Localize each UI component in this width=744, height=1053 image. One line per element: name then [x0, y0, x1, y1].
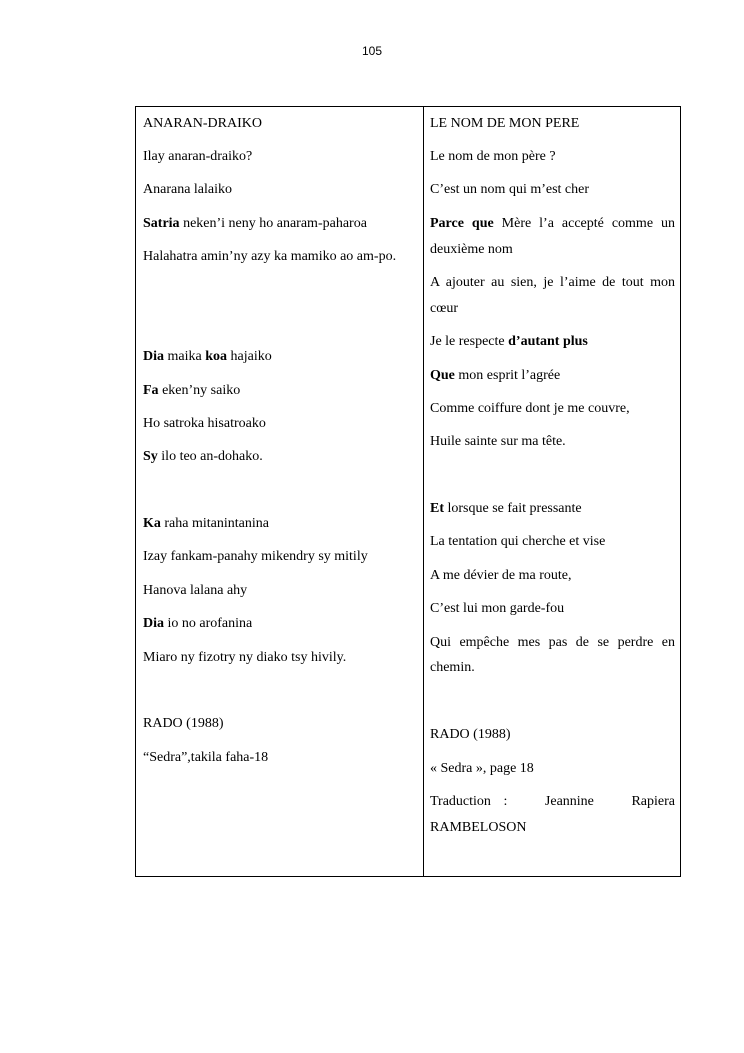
poem-line: Anarana lalaiko [143, 182, 233, 197]
source-author: RADO (1988) [143, 716, 224, 731]
source-title: « Sedra », page 18 [430, 761, 534, 776]
poem-line: cœur [430, 301, 458, 316]
poem-line: Ho satroka hisatroako [143, 416, 266, 431]
translator-name: RAMBELOSON [430, 820, 527, 835]
poem-line: Je le respecte d’autant plus [430, 334, 588, 349]
poem-line: Izay fankam-panahy mikendry sy mitily [143, 549, 368, 564]
poem-line: Dia maika koa hajaiko [143, 349, 272, 364]
column-divider [423, 107, 424, 876]
source-title: “Sedra”,takila faha-18 [143, 750, 269, 765]
poem-line: La tentation qui cherche et vise [430, 534, 606, 549]
poem-title-french: LE NOM DE MON PERE [430, 116, 580, 131]
poem-line: Et lorsque se fait pressante [430, 501, 582, 516]
poem-line: Miaro ny fizotry ny diako tsy hivily. [143, 650, 347, 665]
poem-line: Hanova lalana ahy [143, 583, 248, 598]
poem-line: A me dévier de ma route, [430, 568, 572, 583]
poem-line: Huile sainte sur ma tête. [430, 434, 566, 449]
poem-line: Sy ilo teo an-dohako. [143, 449, 263, 464]
poem-table [135, 106, 681, 877]
poem-line: deuxième nom [430, 242, 513, 257]
poem-line: Dia io no arofanina [143, 616, 253, 631]
poem-line: Fa eken’ny saiko [143, 383, 241, 398]
poem-line: Ilay anaran-draiko? [143, 149, 253, 164]
poem-line: Parce que Mère l’a accepté comme un [430, 216, 675, 231]
poem-line: Ka raha mitanintanina [143, 516, 269, 531]
poem-line: Satria neken’i neny ho anaram-paharoa [143, 216, 367, 231]
source-author: RADO (1988) [430, 727, 511, 742]
poem-line: Qui empêche mes pas de se perdre en [430, 635, 675, 650]
poem-line: chemin. [430, 660, 475, 675]
poem-line: C’est un nom qui m’est cher [430, 182, 590, 197]
page-number: 105 [361, 44, 383, 58]
poem-line: Comme coiffure dont je me couvre, [430, 401, 630, 416]
poem-line: C’est lui mon garde-fou [430, 601, 565, 616]
translator-credit: Traduction : Jeannine Rapiera [430, 794, 675, 809]
poem-line: Halahatra amin’ny azy ka mamiko ao am-po. [143, 249, 397, 264]
poem-title-malagasy: ANARAN-DRAIKO [143, 116, 262, 131]
poem-line: Que mon esprit l’agrée [430, 368, 561, 383]
poem-line: A ajouter au sien, je l’aime de tout mon [430, 275, 675, 290]
poem-line: Le nom de mon père ? [430, 149, 556, 164]
